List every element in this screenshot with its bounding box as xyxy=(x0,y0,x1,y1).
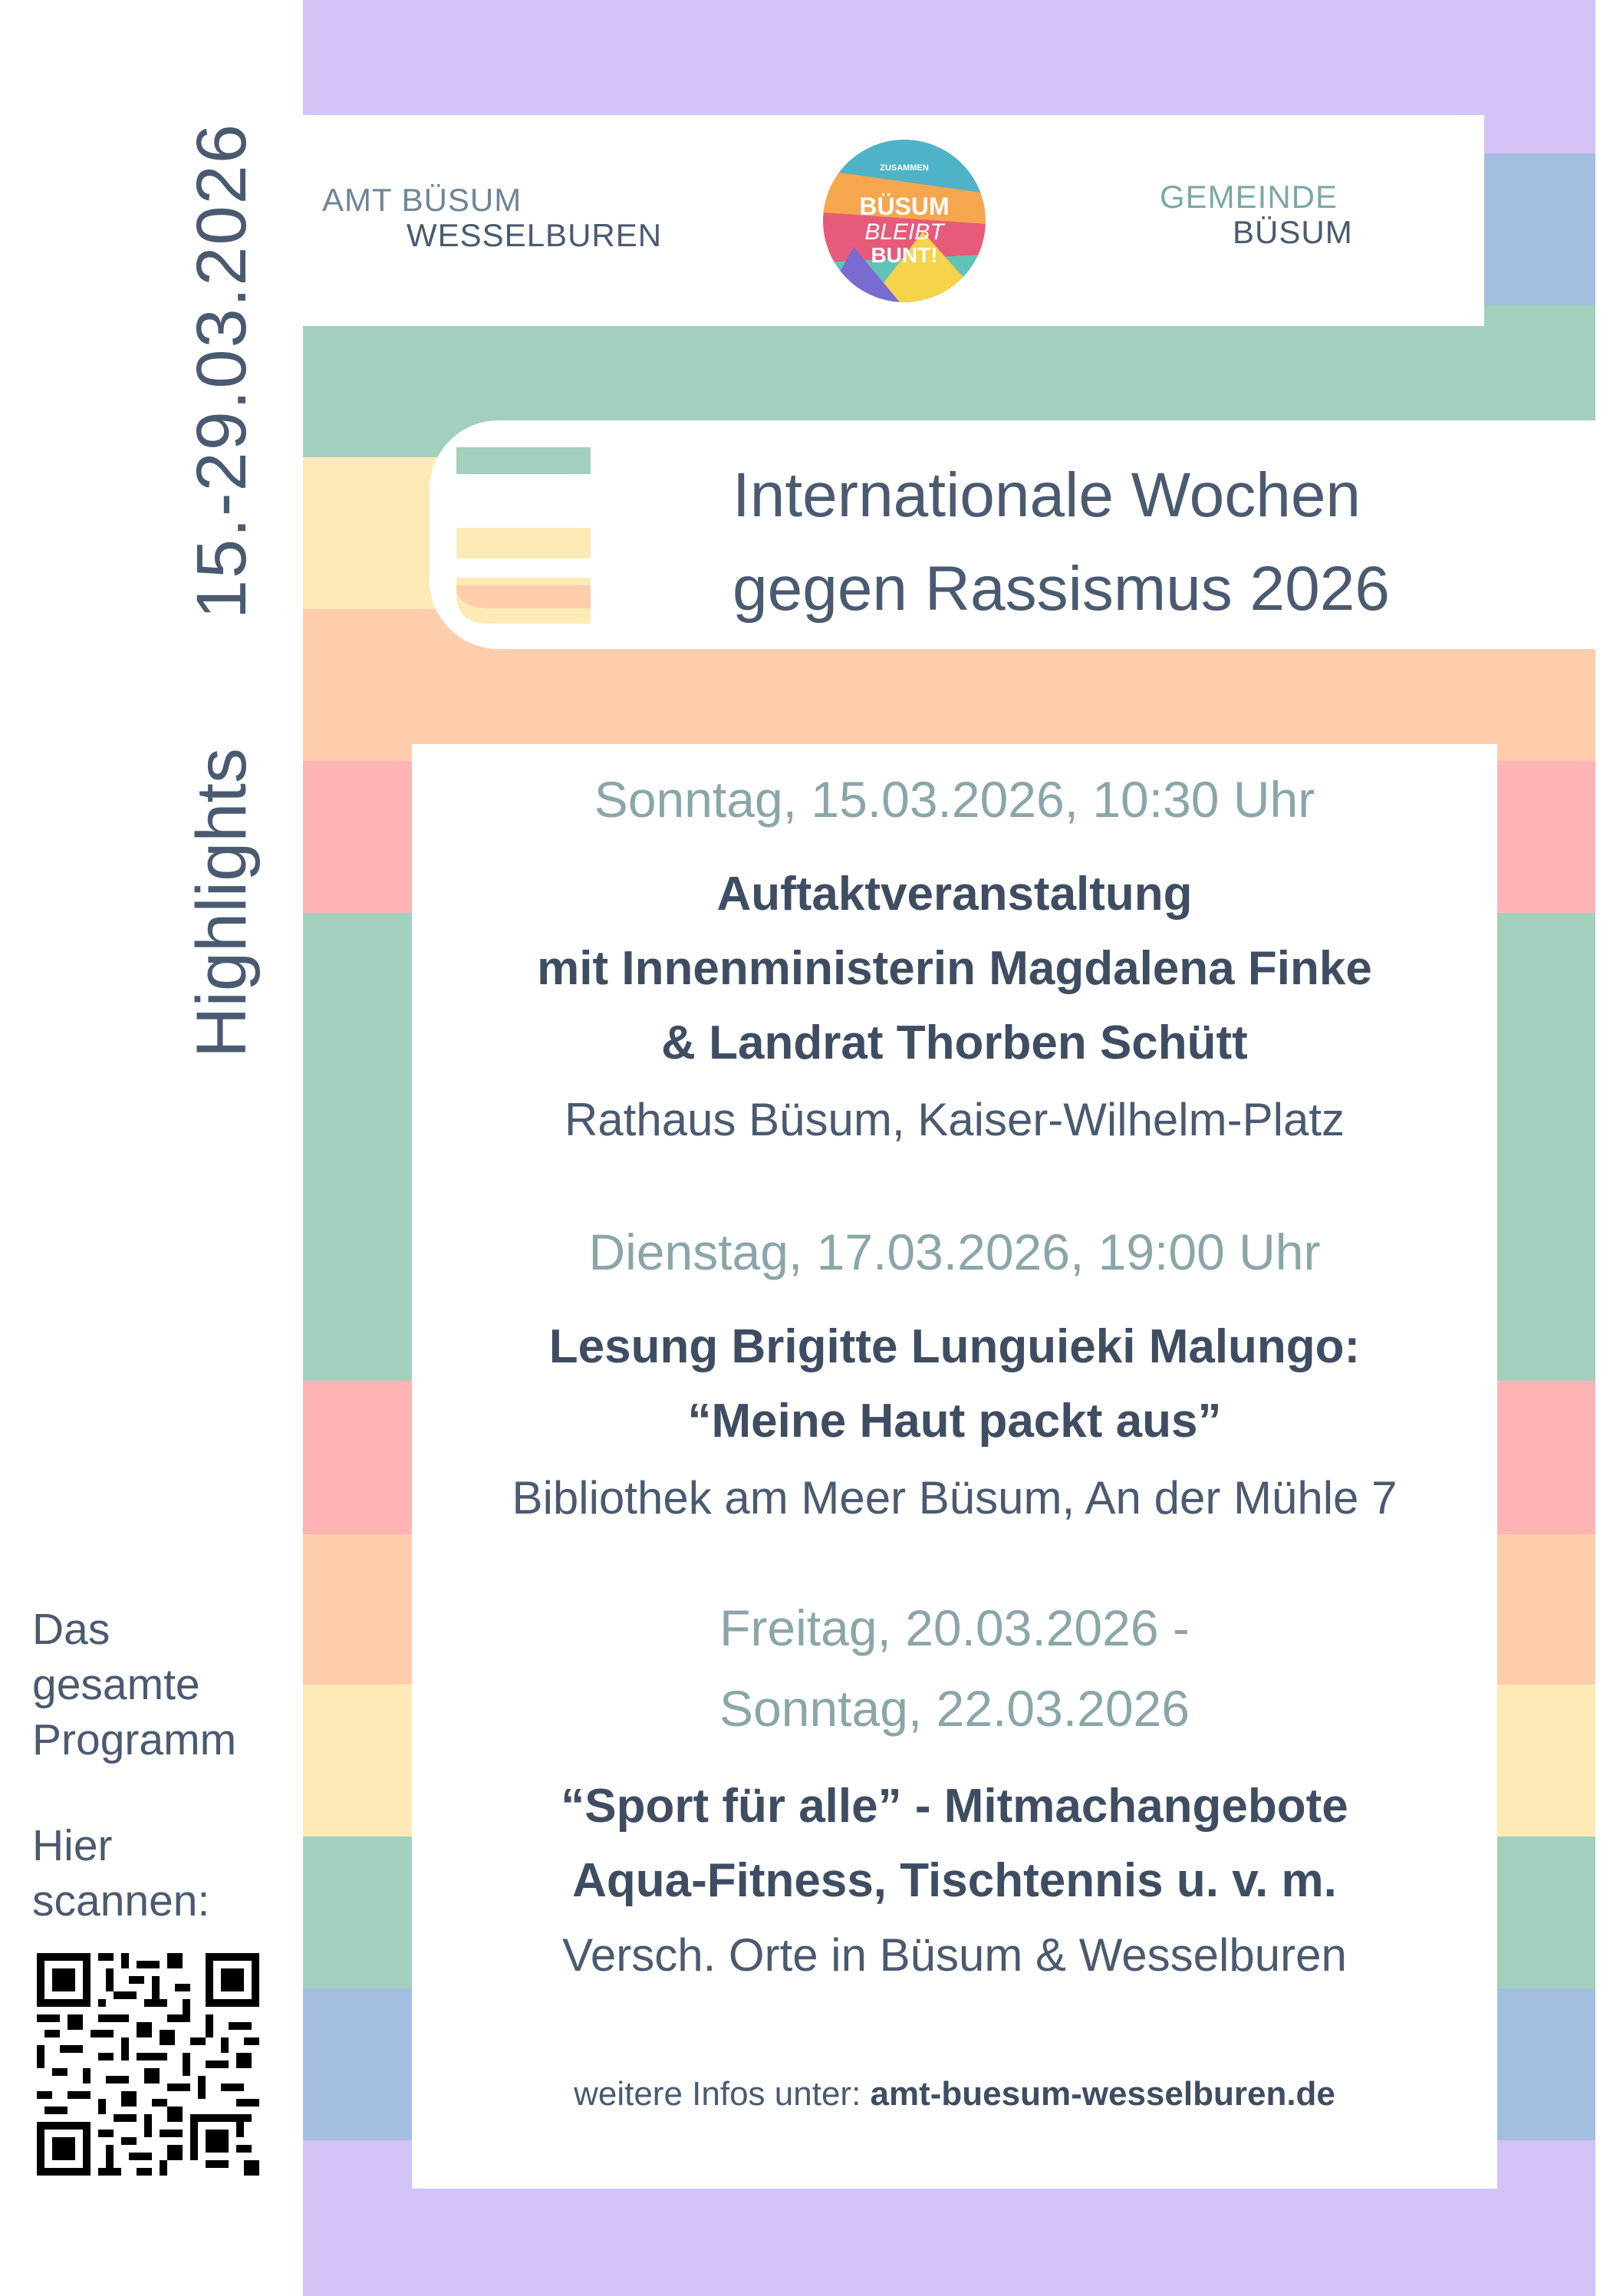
program-note xyxy=(32,1602,236,1767)
event3-date-line2: Sonntag, 22.03.2026 xyxy=(719,1680,1190,1737)
event2-title-line1: Lesung Brigitte Lunguieki Malungo: xyxy=(548,1320,1361,1373)
gemeinde-buesum-logo xyxy=(1160,180,1353,250)
amt-buesum-wesselburen-logo xyxy=(322,183,662,253)
logo-right-line2: BÜSUM xyxy=(1233,214,1353,250)
logo-center-line2: BÜSUM xyxy=(859,193,950,220)
event1-title xyxy=(412,857,1497,1080)
event1-title-line3: & Landrat Thorben Schütt xyxy=(661,1016,1248,1069)
program-line1: Das xyxy=(32,1605,110,1654)
footer-prefix: weitere Infos unter: xyxy=(574,2075,871,2113)
footer-url-link[interactable]: amt-buesum-wesselburen.de xyxy=(870,2075,1335,2113)
highlights-label: Highlights xyxy=(183,748,261,1058)
event1-title-line1: Auftaktveranstaltung xyxy=(716,868,1193,921)
logo-left-line1: AMT BÜSUM xyxy=(322,182,522,218)
event2-title-line2: “Meine Haut packt aus” xyxy=(687,1395,1222,1448)
scan-line2: scannen: xyxy=(32,1876,210,1925)
scan-note xyxy=(32,1818,209,1929)
logo-center-line4: BUNT! xyxy=(871,243,938,267)
logo-center-line1: ZUSAMMEN xyxy=(880,163,929,173)
event2-title xyxy=(412,1309,1497,1458)
title-line2: gegen Rassismus 2026 xyxy=(732,554,1390,624)
program-line3: Programm xyxy=(32,1715,237,1764)
büsum-bleibt-bunt-logo-icon xyxy=(823,140,986,302)
scan-line1: Hier xyxy=(32,1821,113,1870)
footer-info xyxy=(412,2075,1497,2113)
b-shape-icon xyxy=(430,420,598,649)
title-line1: Internationale Wochen xyxy=(732,460,1361,530)
highlights-card xyxy=(412,744,1497,2189)
event3-title xyxy=(412,1769,1497,1918)
page-title xyxy=(732,449,1390,636)
event1-date: Sonntag, 15.03.2026, 10:30 Uhr xyxy=(594,771,1315,828)
event2-date: Dienstag, 17.03.2026, 19:00 Uhr xyxy=(588,1224,1321,1280)
event3-title-line1: “Sport für alle” - Mitmachangebote xyxy=(561,1780,1348,1833)
büsum-bleibt-bunt-graphic xyxy=(823,140,986,302)
program-line2: gesamte xyxy=(32,1660,200,1709)
event3-place: Versch. Orte in Büsum & Wesselburen xyxy=(562,1929,1347,1981)
event3-date xyxy=(412,1588,1497,1749)
event3-date-line1: Freitag, 20.03.2026 - xyxy=(719,1599,1190,1656)
event3-title-line2: Aqua-Fitness, Tischtennis u. v. m. xyxy=(572,1854,1337,1907)
date-range: 15.-29.03.2026 xyxy=(183,123,261,619)
logo-right-line1: GEMEINDE xyxy=(1160,179,1338,215)
event1-place: Rathaus Büsum, Kaiser-Wilhelm-Platz xyxy=(565,1094,1345,1145)
event1-title-line2: mit Innenministerin Magdalena Finke xyxy=(537,942,1372,995)
logo-header xyxy=(303,115,1484,326)
event2-place: Bibliothek am Meer Büsum, An der Mühle 7 xyxy=(512,1472,1397,1524)
qr-code-icon[interactable] xyxy=(37,1953,259,2176)
logo-left-line2: WESSELBUREN xyxy=(407,217,663,253)
logo-center-line3: BLEIBT xyxy=(864,219,944,245)
